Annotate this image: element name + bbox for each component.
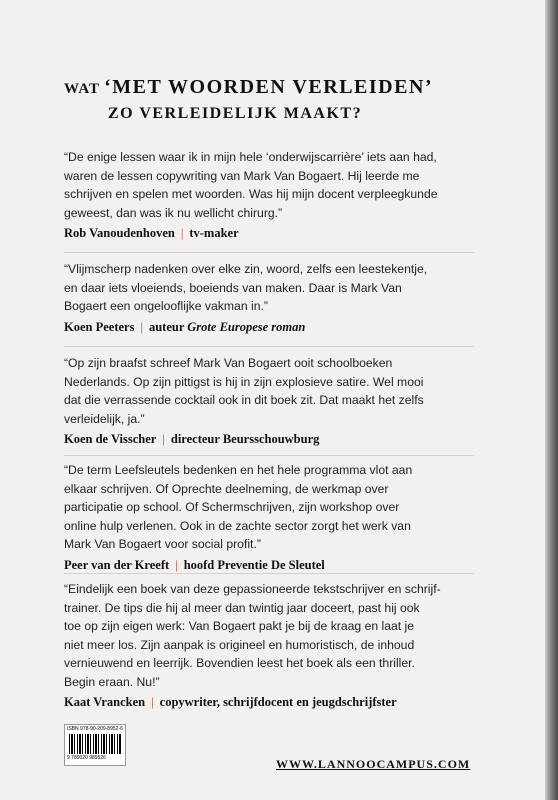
author-role: auteur [148, 319, 185, 334]
isbn-number: ISBN 978-90-209-8952-6 [67, 726, 123, 732]
quote-attribution [64, 558, 484, 573]
separator: | [162, 432, 165, 446]
author-role: hoofd Preventie De Sleutel [183, 557, 325, 572]
quote-text: “Op zijn braafst schreef Mark Van Bogaert ooit schoolboeken Nederlands. Op zijn pittigst is hij in zijn explosieve satire. Wel mooi dat die verrassende cocktail ook in dit boek zit. Dat maakt het zelfs verleidelijk, ja.” [64, 356, 424, 426]
quote-attribution [64, 432, 484, 447]
author-name: Rob Vanoudenhoven [64, 226, 175, 240]
book-title: ‘MET WOORDEN VERLEIDEN’ [104, 76, 434, 98]
author-role: directeur Beursschouwburg [170, 432, 320, 446]
author-role: tv-maker [189, 226, 239, 240]
quote-text: “De term Leefsleutels bedenken en het hele programma vlot aan elkaar schrijven. Of Oprechte deelneming, de werkmap over participatie op school. Of Schermschrijven, zijn workshop over online hulp verlenen. Ook in de zachte sector zorgt het werk van Mark Van Bogaert voor social profit.” [64, 463, 413, 551]
separator: | [180, 226, 184, 240]
author-name: Peer van der Kreeft [64, 557, 170, 572]
author-name: Koen Peeters [64, 319, 135, 334]
isbn-barcode [64, 724, 126, 766]
separator: | [175, 557, 178, 572]
publisher-url[interactable]: WWW.LANNOOCAMPUS.COM [276, 757, 471, 771]
testimonial [64, 354, 484, 447]
quote-text: “Eindelijk een boek van deze gepassioneerde tekstschrijver en schrijf- trainer. De tips die hij al meer dan twintig jaar doceert, past hij ook toe op zijn eigen werk: Van Bogaert pakt je bij de kraag en laat je niet meer los. Zijn aanpak is origineel en humoristisch, de inhoud vernieuwend en leerrijk. Bovendien leest het boek als een thriller. Begin eraan. Nu!” [64, 582, 441, 689]
quote-text: “Vlijmscherp nadenken over elke zin, woord, zelfs een leestekentje, en daar iets vloeiends, boeiends van maken. Daar is Mark Van Bogaert een ongelooflijke vakman in.” [64, 262, 428, 313]
quote-text: “De enige lessen waar ik in mijn hele ‘onderwijscarrière’ iets aan had, waren de lessen copywriting van Mark Van Bogaert. Hij leerde me schrijven en spelen met woorden. Was hij mijn docent verpleegkunde geweest, dan was ik nu wellicht chirurg.” [64, 150, 438, 220]
barcode-digits: 9 789020 989526 [67, 755, 106, 761]
author-book-title: Grote Europese roman [187, 319, 306, 334]
testimonial [64, 148, 484, 241]
quote-attribution [64, 320, 484, 335]
divider [64, 346, 474, 347]
barcode-bars [69, 734, 121, 754]
headline-prefix: WAT [64, 80, 101, 97]
separator: | [140, 319, 143, 334]
quote-attribution [64, 695, 484, 710]
author-role: copywriter, schrijfdocent en jeugdschrijfster [159, 695, 397, 709]
quote-attribution [64, 226, 484, 241]
headline [64, 76, 433, 99]
headline-line-2: ZO VERLEIDELIJK MAAKT? [108, 105, 363, 122]
testimonial [64, 580, 484, 710]
divider [64, 455, 474, 456]
testimonial [64, 461, 484, 573]
book-spine-edge [545, 0, 558, 800]
author-name: Koen de Visscher [64, 432, 157, 446]
author-name: Kaat Vrancken [64, 695, 146, 709]
divider [64, 252, 474, 253]
separator: | [151, 695, 154, 709]
testimonial [64, 260, 484, 335]
divider [64, 573, 474, 574]
